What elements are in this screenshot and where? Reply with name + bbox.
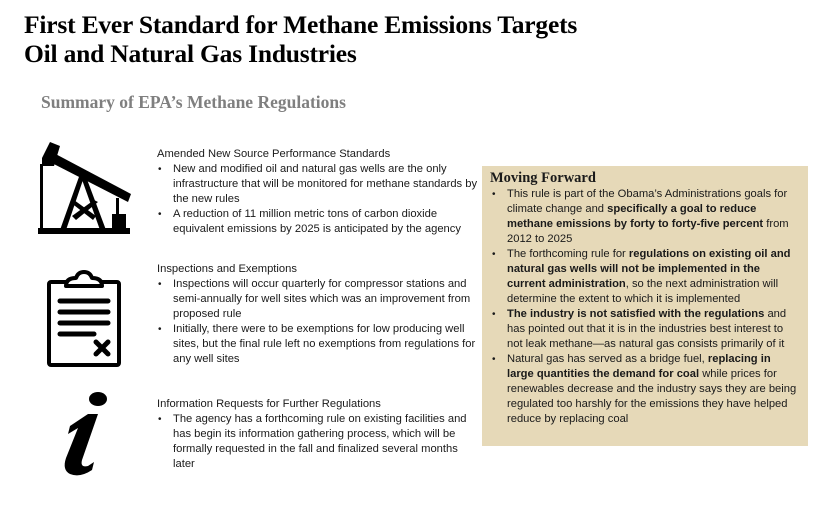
moving-forward-box xyxy=(482,166,808,446)
moving-forward-title: Moving Forward xyxy=(490,170,596,186)
list-item: • Inspections will occur quarterly for compressor stations and semi-annually for well sites which was an improvement from proposed rule xyxy=(158,278,471,320)
page-title-line-1: First Ever Standard for Methane Emissions Targets xyxy=(24,10,578,39)
list-item: • Initially, there were to be exemptions for low producing well sites, but the final rule left no exemptions from regulations for any well sites xyxy=(158,323,476,365)
bullet-list xyxy=(157,277,482,367)
bullet-icon: • xyxy=(158,279,162,290)
bullet-icon: • xyxy=(158,209,162,220)
list-item: • The industry is not satisfied with the regulations and has pointed out that it is in the industries best interest to not leak methane—as natural gas consists primarily of it xyxy=(492,308,787,350)
section-heading: Information Requests for Further Regulations xyxy=(157,398,381,410)
list-item: • This rule is part of the Obama’s Administrations goals for climate change and specifically a goal to reduce methane emissions by forty to forty-five percent from 2012 to 2025 xyxy=(492,188,789,245)
list-item: • Natural gas has served as a bridge fuel, replacing in large quantities the demand for coal while prices for renewables decrease and the industry says they are being regulated too harshly for the emissions they have helped reduce by replacing coal xyxy=(492,353,797,425)
list-item: • New and modified oil and natural gas wells are the only infrastructure that will be monitored for methane standards by the new rules xyxy=(158,163,478,205)
section-inspections xyxy=(157,262,482,367)
bullet-list xyxy=(157,162,482,237)
page-title xyxy=(24,10,784,68)
bullet-icon: • xyxy=(492,309,496,320)
list-item: • A reduction of 11 million metric tons of carbon dioxide equivalent emissions by 2025 is anticipated by the agency xyxy=(158,208,461,235)
clipboard-x-icon xyxy=(46,270,122,368)
moving-forward-list xyxy=(490,187,800,427)
section-amended-standards xyxy=(157,147,482,237)
bullet-icon: • xyxy=(158,324,162,335)
bullet-icon: • xyxy=(492,189,496,200)
info-icon xyxy=(58,390,110,478)
page-title-line-2: Oil and Natural Gas Industries xyxy=(24,39,357,68)
section-information-requests xyxy=(157,397,482,472)
list-item: • The forthcoming rule for regulations on existing oil and natural gas wells will not be implemented in the current administration, so the next administration will determine the extent to which it is implemented xyxy=(492,248,791,305)
bullet-icon: • xyxy=(158,164,162,175)
bullet-list xyxy=(157,412,482,472)
section-heading: Amended New Source Performance Standards xyxy=(157,148,391,160)
bullet-icon: • xyxy=(492,249,496,260)
section-heading: Inspections and Exemptions xyxy=(157,263,297,275)
bullet-icon: • xyxy=(158,414,162,425)
list-item: • The agency has a forthcoming rule on existing facilities and has begin its information gathering process, which will be formally requested in the fall and finalized several months later xyxy=(158,413,467,470)
page-subtitle: Summary of EPA’s Methane Regulations xyxy=(41,92,346,112)
oil-pump-icon xyxy=(36,136,132,236)
bullet-icon: • xyxy=(492,354,496,365)
